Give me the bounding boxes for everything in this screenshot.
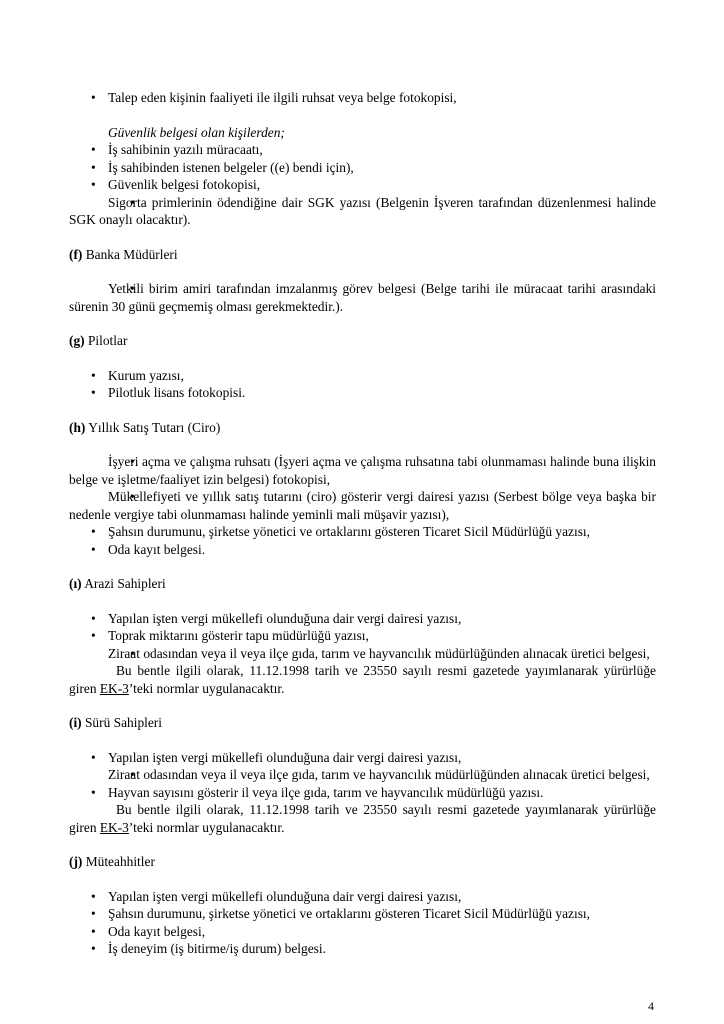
section-letter: (i): [69, 715, 82, 730]
section-title: Sürü Sahipleri: [81, 715, 162, 730]
list-item: • Toprak miktarını gösterir tapu müdürlüğü yazısı,: [69, 627, 656, 645]
section-heading-dotless-i: [69, 575, 656, 593]
section-heading-j: [69, 853, 656, 871]
list-item: • Yapılan işten vergi mükellefi olunduğuna dair vergi dairesi yazısı,: [69, 610, 656, 628]
list-item: • Yapılan işten vergi mükellefi olunduğuna dair vergi dairesi yazısı,: [69, 888, 656, 906]
list-item: • Ziraat odasından veya il veya ilçe gıda, tarım ve hayvancılık müdürlüğünden alınacak üretici belgesi,: [69, 645, 656, 663]
section-letter: (f): [69, 246, 83, 262]
list-item: • Yapılan işten vergi mükellefi olunduğuna dair vergi dairesi yazısı,: [69, 749, 656, 767]
list-item: • Sigorta primlerinin ödendiğine dair SGK yazısı (Belgenin İşveren tarafından düzenlenmesi halinde SGK onaylı olacaktır).: [69, 194, 656, 229]
list-item: • Şahsın durumunu, şirketse yönetici ve ortaklarını gösteren Ticaret Sicil Müdürlüğü yazısı,: [69, 905, 656, 923]
list-item: • İş sahibinden istenen belgeler ((e) bendi için),: [69, 159, 656, 177]
list-item: • Pilotluk lisans fotokopisi.: [69, 384, 656, 402]
section-note: [69, 801, 656, 836]
list-item: • Güvenlik belgesi fotokopisi,: [69, 176, 656, 194]
list-item: • İş deneyim (iş bitirme/iş durum) belgesi.: [69, 940, 656, 958]
list-item: • İş sahibinin yazılı müracaatı,: [69, 141, 656, 159]
list-item: • Hayvan sayısını gösterir il veya ilçe gıda, tarım ve hayvancılık müdürlüğü yazısı.: [69, 784, 656, 802]
section-title: Yıllık Satış Tutarı (Ciro): [85, 419, 221, 435]
note-text: Bu bentle ilgili olarak, 11.12.1998 tarih ve 23550 sayılı resmi gazetede yayımlanarak yürürlüğe giren: [69, 802, 656, 835]
list-item: • Oda kayıt belgesi,: [69, 923, 656, 941]
ek-3-link[interactable]: EK-3: [99, 680, 129, 696]
section-heading-i: [69, 714, 656, 732]
section-title: Banka Müdürleri: [82, 246, 178, 262]
list-item: • Şahsın durumunu, şirketse yönetici ve ortaklarını gösteren Ticaret Sicil Müdürlüğü yazısı,: [69, 523, 656, 541]
section-letter: (h): [69, 419, 86, 435]
page-number: 4: [648, 999, 654, 1013]
page-content: [69, 89, 656, 958]
list-item: • Yetkili birim amiri tarafından imzalanmış görev belgesi (Belge tarihi ile müracaat tarihi arasındaki sürenin 30 günü geçmemiş olması gerekmektedir.).: [69, 280, 656, 315]
section-heading-g: [69, 332, 656, 350]
note-text-end: ’teki normlar uygulanacaktır.: [128, 819, 285, 835]
subheading-security: Güvenlik belgesi olan kişilerden;: [108, 124, 285, 140]
list-item: • Mükellefiyeti ve yıllık satış tutarını (ciro) gösterir vergi dairesi yazısı (Serbest bölge veya başka bir nedenle vergiye tabi olunmaması halinde yeminli mali müşavir yazısı),: [69, 488, 656, 523]
list-item: • İşyeri açma ve çalışma ruhsatı (İşyeri açma ve çalışma ruhsatına tabi olunmaması halinde buna ilişkin belge ve işletme/faaliyet izin belgesi) fotokopisi,: [69, 453, 656, 488]
list-item: • Oda kayıt belgesi.: [69, 541, 656, 559]
note-text-end: ’teki normlar uygulanacaktır.: [128, 680, 285, 696]
section-title: Müteahhitler: [82, 854, 155, 869]
section-letter: (ı): [69, 576, 82, 591]
section-title: Arazi Sahipleri: [81, 576, 166, 591]
list-item: • Kurum yazısı,: [69, 367, 656, 385]
note-text: Bu bentle ilgili olarak, 11.12.1998 tarih ve 23550 sayılı resmi gazetede yayımlanarak yürürlüğe giren: [69, 663, 656, 696]
ek-3-link[interactable]: EK-3: [99, 819, 129, 835]
section-note: [69, 662, 656, 697]
list-item: • Talep eden kişinin faaliyeti ile ilgili ruhsat veya belge fotokopisi,: [69, 89, 656, 107]
section-letter: (j): [69, 854, 83, 869]
section-title: Pilotlar: [84, 333, 128, 348]
section-letter: (g): [69, 333, 85, 348]
list-item: • Ziraat odasından veya il veya ilçe gıda, tarım ve hayvancılık müdürlüğünden alınacak üretici belgesi,: [69, 766, 656, 784]
section-heading-f: [69, 246, 656, 264]
section-heading-h: [69, 419, 656, 437]
